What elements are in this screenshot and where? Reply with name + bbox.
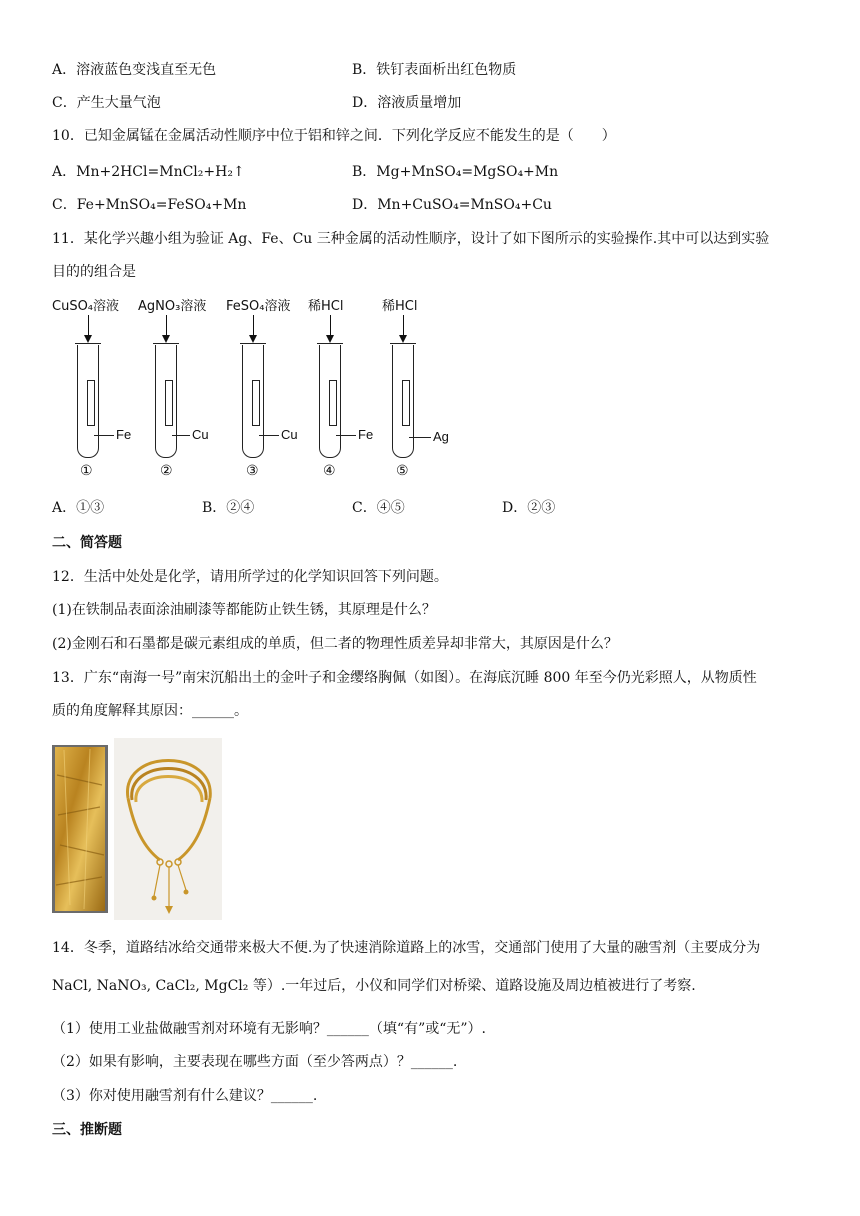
q10-option-b: B．Mg+MnSO₄=MgSO₄+Mn <box>352 164 559 180</box>
tube-5-reagent: 稀HCl <box>382 299 418 314</box>
tube-5-arrowhead <box>399 335 407 343</box>
q10-option-c: C．Fe+MnSO₄=FeSO₄+Mn <box>52 197 247 213</box>
tube-2-arrowhead <box>162 335 170 343</box>
gold-leaf-photo <box>52 745 108 913</box>
q12-stem: 12．生活中处处是化学，请用所学过的化学知识回答下列问题。 <box>52 569 448 585</box>
q10-stem: 10．已知金属锰在金属活动性顺序中位于铝和锌之间．下列化学反应不能发生的是（ ） <box>52 128 616 144</box>
q9-option-b: B．铁钉表面析出红色物质 <box>352 62 517 78</box>
q13-line-1: 13．广东“南海一号”南宋沉船出土的金叶子和金缨络胸佩（如图）。在海底沉睡 800 年至今仍光彩照人，从物质性 <box>52 670 757 686</box>
tube-3-arrowhead <box>249 335 257 343</box>
tube-2-reagent: AgNO₃溶液 <box>138 299 207 314</box>
tube-1-arrowhead <box>84 335 92 343</box>
tube-4-arrow <box>330 315 331 337</box>
q14-line-2: NaCl, NaNO₃, CaCl₂, MgCl₂ 等）.一年过后，小仪和同学们对桥梁、道路设施及周边植被进行了考察. <box>52 978 696 994</box>
q9-option-d: D．溶液质量增加 <box>352 95 462 111</box>
tube-3-arrow <box>253 315 254 337</box>
section-heading-inference: 三、推断题 <box>52 1122 122 1138</box>
section-heading-short-answer: 二、简答题 <box>52 535 122 551</box>
q12-part-1: (1)在铁制品表面涂油刷漆等都能防止铁生锈，其原理是什么？ <box>52 602 436 618</box>
tube-5-arrow <box>403 315 404 337</box>
gold-necklace-photo <box>114 738 222 920</box>
tube-2-number: ② <box>160 463 173 479</box>
test-tube-diagram <box>50 295 470 485</box>
tube-5-number: ⑤ <box>396 463 409 479</box>
tube-2-metal: Cu <box>192 427 209 442</box>
tube-3-metal-strip <box>252 380 260 426</box>
tube-4-arrowhead <box>326 335 334 343</box>
tube-3-metal-pointer <box>259 435 279 436</box>
q11-option-d: D．②③ <box>502 500 556 516</box>
tube-3-metal: Cu <box>281 427 298 442</box>
q14-part-2: （2）如果有影响，主要表现在哪些方面（至少答两点）？______. <box>52 1054 458 1070</box>
q14-part-3: （3）你对使用融雪剂有什么建议？______. <box>52 1088 318 1104</box>
tube-3-number: ③ <box>246 463 259 479</box>
q9-option-a: A．溶液蓝色变浅直至无色 <box>52 62 217 78</box>
q13-line-2: 质的角度解释其原因：______。 <box>52 703 248 719</box>
tube-3-reagent: FeSO₄溶液 <box>226 299 291 314</box>
q10-option-a: A．Mn+2HCl=MnCl₂+H₂↑ <box>52 164 245 180</box>
tube-1-number: ① <box>80 463 93 479</box>
tube-5-metal-strip <box>402 380 410 426</box>
tube-2-metal-strip <box>165 380 173 426</box>
tube-4-metal-strip <box>329 380 337 426</box>
tube-1-arrow <box>88 315 89 337</box>
tube-5-metal-pointer <box>409 437 431 438</box>
q10-option-d: D．Mn+CuSO₄=MnSO₄+Cu <box>352 197 552 213</box>
q14-line-1: 14．冬季，道路结冰给交通带来极大不便.为了快速消除道路上的冰雪，交通部门使用了大量的融雪剂（主要成分为 <box>52 940 761 956</box>
q9-option-c: C．产生大量气泡 <box>52 95 161 111</box>
q14-part-1: （1）使用工业盐做融雪剂对环境有无影响？______（填“有”或“无”）. <box>52 1021 486 1037</box>
q11-stem-line1: 11．某化学兴趣小组为验证 Ag、Fe、Cu 三种金属的活动性顺序，设计了如下图所示的实验操作.其中可以达到实验 <box>52 231 770 247</box>
q11-option-b: B．②④ <box>202 500 255 516</box>
tube-4-number: ④ <box>323 463 336 479</box>
q11-stem-line2: 目的的组合是 <box>52 264 136 280</box>
q11-option-a: A．①③ <box>52 500 105 516</box>
tube-2-arrow <box>166 315 167 337</box>
tube-1-reagent: CuSO₄溶液 <box>52 299 120 314</box>
tube-4-metal-pointer <box>336 435 356 436</box>
tube-2-metal-pointer <box>172 435 190 436</box>
tube-4-metal: Fe <box>358 427 374 442</box>
tube-1-metal-pointer <box>94 435 114 436</box>
tube-5-metal: Ag <box>433 429 449 444</box>
tube-1-metal-strip <box>87 380 95 426</box>
tube-1-metal: Fe <box>116 427 132 442</box>
tube-4-reagent: 稀HCl <box>308 299 344 314</box>
q12-part-2: (2)金刚石和石墨都是碳元素组成的单质，但二者的物理性质差异却非常大，其原因是什么？ <box>52 636 618 652</box>
q11-option-c: C．④⑤ <box>352 500 405 516</box>
